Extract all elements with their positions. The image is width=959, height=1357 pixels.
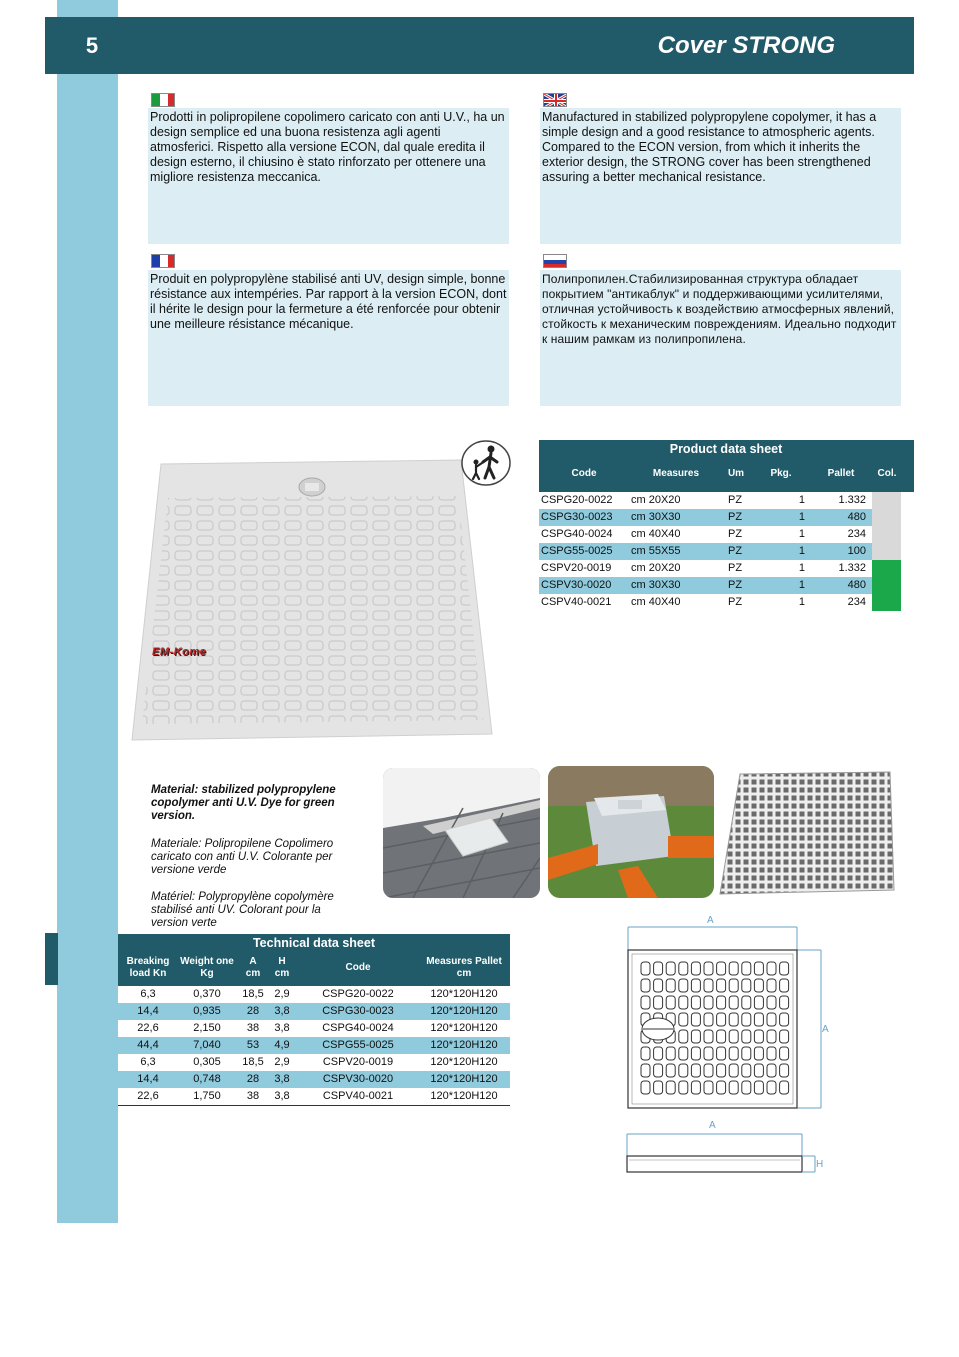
color-swatch — [872, 526, 901, 543]
technical-cell-weight: 7,040 — [193, 1039, 221, 1051]
product-row — [539, 543, 872, 560]
product-cell-measures: cm 55X55 — [631, 545, 681, 557]
technical-cell-pallet: 120*120H120 — [430, 1056, 498, 1068]
product-cell-code: CSPG40-0024 — [541, 528, 613, 540]
product-cell-code: CSPG55-0025 — [541, 545, 613, 557]
material-french: Matériel: Polypropylène copolymère stabilisé anti UV. Colorant pour la version verte — [151, 891, 334, 929]
color-swatch — [872, 509, 901, 526]
col-pallet: Pallet — [827, 468, 855, 479]
product-cell-code: CSPV20-0019 — [541, 562, 612, 574]
technical-cell-weight: 0,305 — [193, 1056, 221, 1068]
product-cell-pkg: 1 — [798, 528, 805, 540]
product-cell-pallet: 1.332 — [838, 562, 866, 574]
description-russian: Полипропилен.Стабилизированная структура обладает покрытием "антикаблук" и поддерживающими усилителями, отличная устойчивость к воздействию атмосферных явлений, стойкость к механическим повреждениям. Идеально подходит к нашим рамкам из полипропилена. — [540, 270, 901, 406]
col-h-line1: H — [278, 956, 286, 967]
product-cell-pallet: 480 — [847, 511, 866, 523]
technical-cell-a: 18,5 — [242, 1056, 264, 1068]
technical-row — [118, 1020, 510, 1037]
col-color: Col. — [877, 468, 897, 479]
col-breaking-line1: Breaking — [126, 956, 170, 967]
technical-cell-load: 44,4 — [137, 1039, 159, 1051]
page-number: 5 — [85, 33, 99, 58]
table-side-bar — [45, 933, 58, 985]
technical-cell-code: CSPG55-0025 — [322, 1039, 394, 1051]
technical-cell-a: 38 — [246, 1022, 260, 1034]
product-cell-um: PZ — [728, 596, 743, 608]
technical-cell-weight: 2,150 — [193, 1022, 221, 1034]
col-h-line2: cm — [274, 968, 290, 979]
product-cell-um: PZ — [728, 511, 743, 523]
product-cell-um: PZ — [728, 528, 743, 540]
technical-cell-load: 6,3 — [140, 1056, 156, 1068]
product-cell-code: CSPG30-0023 — [541, 511, 613, 523]
product-cell-measures: cm 30X30 — [631, 511, 681, 523]
technical-cell-weight: 0,748 — [193, 1073, 221, 1085]
col-weight-line2: Kg — [200, 968, 214, 979]
col-breaking-line2: load Kn — [129, 968, 167, 979]
technical-cell-h: 3,8 — [274, 1005, 290, 1017]
material-italian: Materiale: Polipropilene Copolimero caricato con anti U.V. Colorante per versione verde — [151, 838, 334, 876]
technical-cell-h: 3,8 — [274, 1073, 290, 1085]
technical-cell-a: 38 — [246, 1090, 260, 1102]
col-um: Um — [727, 468, 745, 479]
description-english: Manufactured in stabilized polypropylene copolymer, it has a simple design and a good resistance to atmospheric agents. Compared to the ECON version, from which it inherits the exterior design, the STRONG cover has been strengthened assuring a better mechanical resistance. — [540, 108, 901, 244]
technical-cell-pallet: 120*120H120 — [430, 988, 498, 1000]
technical-cell-pallet: 120*120H120 — [430, 1022, 498, 1034]
product-cell-code: CSPV40-0021 — [541, 596, 612, 608]
left-sidebar-bar — [57, 0, 118, 1223]
russia-flag-icon — [543, 254, 567, 268]
technical-row — [118, 1071, 510, 1088]
product-cell-measures: cm 20X20 — [631, 562, 681, 574]
col-weight-line1: Weight one — [180, 956, 234, 967]
col-a — [240, 956, 266, 980]
technical-sheet-title: Technical data sheet — [252, 936, 376, 950]
pedestrian-load-icon — [461, 440, 511, 486]
uk-flag-icon — [543, 93, 567, 107]
technical-cell-load: 14,4 — [137, 1005, 159, 1017]
product-row — [539, 577, 872, 594]
technical-data-sheet-header — [118, 934, 510, 986]
dim-a-right: A — [822, 1024, 829, 1035]
product-cell-pkg: 1 — [798, 494, 805, 506]
technical-cell-weight: 0,935 — [193, 1005, 221, 1017]
product-cell-pkg: 1 — [798, 596, 805, 608]
product-cell-pallet: 480 — [847, 579, 866, 591]
technical-drawing — [615, 912, 835, 1177]
technical-row — [118, 1037, 510, 1054]
color-swatch — [872, 492, 901, 509]
cover-product-photo — [128, 458, 494, 744]
product-row — [539, 492, 872, 509]
col-a-line2: cm — [245, 968, 261, 979]
material-english: Material: stabilized polypropylene copolymer anti U.V. Dye for green version. — [151, 784, 336, 822]
col-a-line1: A — [249, 956, 257, 967]
technical-cell-a: 28 — [246, 1073, 260, 1085]
technical-row — [118, 1054, 510, 1071]
product-cell-measures: cm 40X40 — [631, 596, 681, 608]
box-install-photo — [548, 766, 714, 898]
dim-h-section: H — [816, 1159, 824, 1170]
technical-cell-load: 14,4 — [137, 1073, 159, 1085]
technical-cell-weight: 0,370 — [193, 988, 221, 1000]
color-swatch — [872, 577, 901, 594]
technical-cell-a: 28 — [246, 1005, 260, 1017]
italy-flag-icon — [151, 93, 175, 107]
col-measures: Measures — [652, 468, 700, 479]
product-row — [539, 509, 872, 526]
technical-cell-pallet: 120*120H120 — [430, 1073, 498, 1085]
description-french: Produit en polypropylène stabilisé anti UV, design simple, bonne résistance aux intempéries. Par rapport à la version ECON, dont il hérite le design pour la fermeture a été renforcée pour obtenir une meilleure résistance mécanique. — [148, 270, 509, 406]
product-cell-um: PZ — [728, 579, 743, 591]
technical-cell-code: CSPG20-0022 — [322, 988, 394, 1000]
technical-row — [118, 1003, 510, 1020]
technical-cell-h: 3,8 — [274, 1090, 290, 1102]
product-sheet-title: Product data sheet — [669, 442, 783, 456]
technical-cell-h: 3,8 — [274, 1022, 290, 1034]
technical-cell-h: 4,9 — [274, 1039, 290, 1051]
dim-a-top: A — [707, 915, 714, 926]
technical-row — [118, 986, 510, 1003]
col-code: Code — [571, 468, 597, 479]
technical-cell-load: 22,6 — [137, 1022, 159, 1034]
product-cell-pkg: 1 — [798, 562, 805, 574]
color-swatch — [872, 594, 901, 611]
product-cell-pallet: 234 — [847, 596, 866, 608]
technical-cell-pallet: 120*120H120 — [430, 1090, 498, 1102]
product-cell-um: PZ — [728, 545, 743, 557]
technical-cell-a: 53 — [246, 1039, 260, 1051]
product-cell-measures: cm 20X20 — [631, 494, 681, 506]
product-data-sheet-header — [539, 440, 914, 492]
technical-cell-code: CSPV40-0021 — [322, 1090, 394, 1102]
france-flag-icon — [151, 254, 175, 268]
product-cell-code: CSPG20-0022 — [541, 494, 613, 506]
col-breaking-load — [122, 956, 174, 980]
product-row — [539, 526, 872, 543]
brand-logo: EM-Kome — [152, 646, 207, 658]
technical-cell-h: 2,9 — [274, 988, 290, 1000]
floor-install-photo — [383, 768, 540, 898]
product-cell-pkg: 1 — [798, 545, 805, 557]
technical-cell-code: CSPG40-0024 — [322, 1022, 394, 1034]
color-swatch — [872, 543, 901, 560]
product-cell-um: PZ — [728, 494, 743, 506]
product-cell-pkg: 1 — [798, 579, 805, 591]
product-cell-code: CSPV30-0020 — [541, 579, 612, 591]
technical-cell-load: 6,3 — [140, 988, 156, 1000]
col-weight — [176, 956, 238, 980]
technical-cell-h: 2,9 — [274, 1056, 290, 1068]
technical-row — [118, 1088, 510, 1106]
product-cell-pkg: 1 — [798, 511, 805, 523]
product-cell-measures: cm 40X40 — [631, 528, 681, 540]
col-measures-pallet — [418, 956, 510, 980]
technical-cell-code: CSPV20-0019 — [322, 1056, 394, 1068]
technical-cell-code: CSPG30-0023 — [322, 1005, 394, 1017]
product-cell-pallet: 234 — [847, 528, 866, 540]
technical-cell-code: CSPV30-0020 — [322, 1073, 394, 1085]
product-cell-pallet: 100 — [847, 545, 866, 557]
dim-a-section: A — [709, 1120, 716, 1131]
product-row — [539, 560, 872, 577]
product-cell-measures: cm 30X30 — [631, 579, 681, 591]
technical-cell-pallet: 120*120H120 — [430, 1039, 498, 1051]
technical-cell-a: 18,5 — [242, 988, 264, 1000]
col-pallet-line2: cm — [456, 968, 472, 979]
technical-cell-weight: 1,750 — [193, 1090, 221, 1102]
col-tech-code: Code — [345, 962, 371, 973]
description-italian: Prodotti in polipropilene copolimero caricato con anti U.V., ha un design semplice ed una buona resistenza agli agenti atmosferici. Rispetto alla versione ECON, dal quale eredita il design esterno, il chiusino è stato rinforzato per ottenere una migliore resistenza meccanica. — [148, 108, 509, 244]
technical-cell-pallet: 120*120H120 — [430, 1005, 498, 1017]
grating-photo — [718, 770, 896, 896]
col-pallet-line1: Measures Pallet — [426, 956, 502, 967]
col-h — [269, 956, 295, 980]
color-swatch — [872, 560, 901, 577]
page-title: Cover STRONG — [657, 32, 835, 59]
product-row — [539, 594, 872, 611]
product-cell-um: PZ — [728, 562, 743, 574]
technical-cell-load: 22,6 — [137, 1090, 159, 1102]
product-cell-pallet: 1.332 — [838, 494, 866, 506]
col-pkg: Pkg. — [770, 468, 792, 479]
